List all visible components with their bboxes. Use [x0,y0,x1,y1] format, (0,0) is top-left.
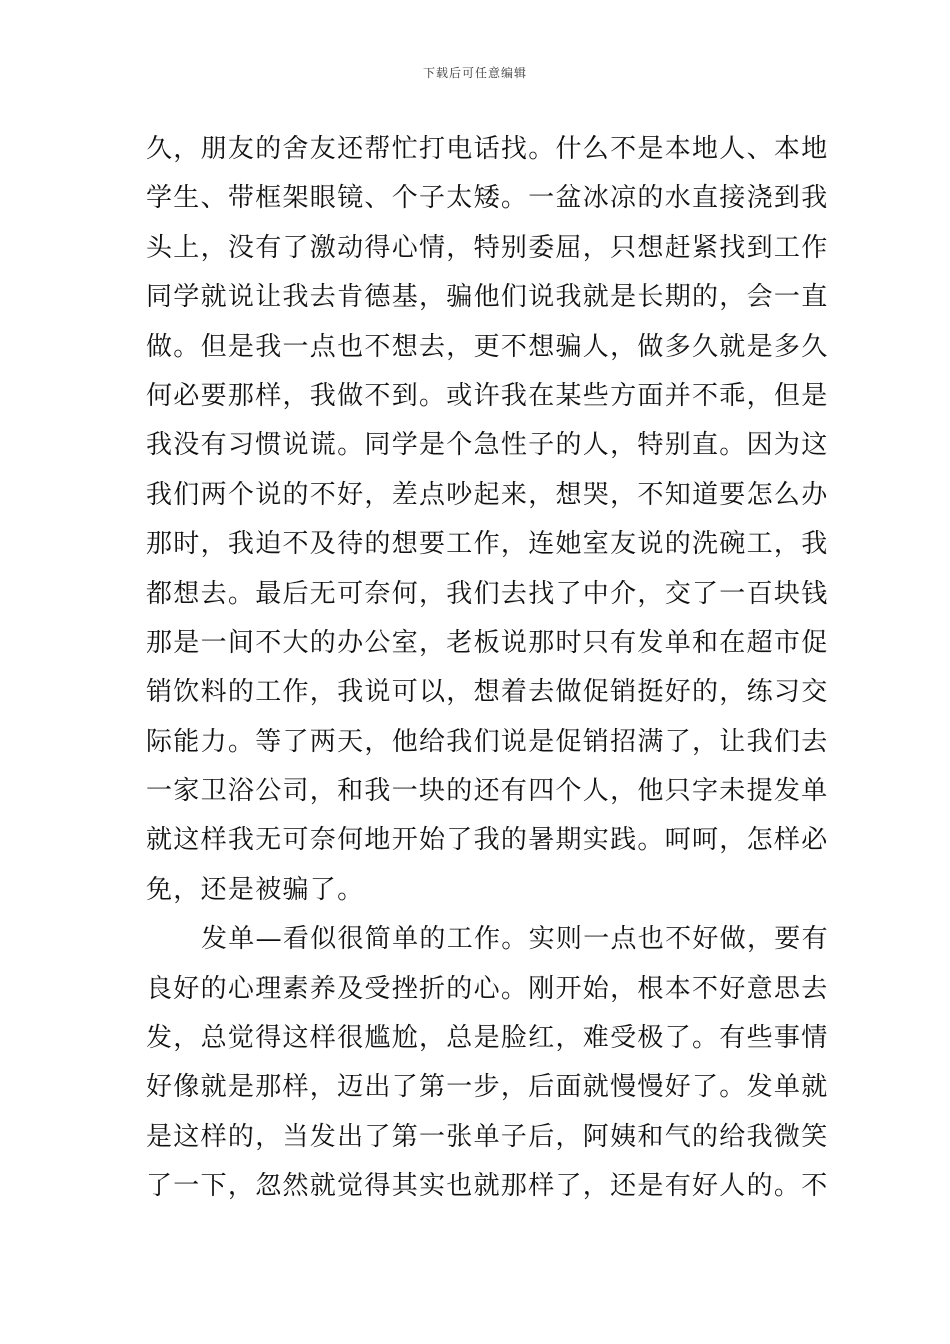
text-line: 了一下，忽然就觉得其实也就那样了，还是有好人的。不 [146,1171,829,1202]
paragraph-first-line: 发单—看似很简单的工作。实则一点也不好做，要有 [201,924,829,955]
text-line: 销饮料的工作，我说可以，想着去做促销挺好的，练习交 [146,677,829,708]
text-line: 好像就是那样，迈出了第一步，后面就慢慢好了。发单就 [146,1072,829,1103]
page-header: 下载后可任意编辑 [422,66,527,80]
text-line: 做。但是我一点也不想去，更不想骗人，做多久就是多久 [146,331,829,362]
text-line: 就这样我无可奈何地开始了我的暑期实践。呵呵，怎样必 [146,825,829,856]
text-line: 是这样的，当发出了第一张单子后，阿姨和气的给我微笑 [146,1121,829,1152]
text-line: 学生、带框架眼镜、个子太矮。一盆冰凉的水直接浇到我 [146,183,829,214]
text-line: 发，总觉得这样很尴尬，总是脸红，难受极了。有些事情 [146,1023,829,1054]
text-line: 我没有习惯说谎。同学是个急性子的人，特别直。因为这 [146,430,829,461]
text-line: 同学就说让我去肯德基，骗他们说我就是长期的，会一直 [146,282,829,313]
text-line: 何必要那样，我做不到。或许我在某些方面并不乖，但是 [146,380,829,411]
text-line: 免，还是被骗了。 [146,874,365,905]
text-line: 良好的心理素养及受挫折的心。刚开始，根本不好意思去 [146,973,829,1004]
text-line: 久，朋友的舍友还帮忙打电话找。什么不是本地人、本地 [146,134,829,164]
text-line: 头上，没有了激动得心情，特别委屈，只想赶紧找到工作 [146,232,829,263]
text-line: 际能力。等了两天，他给我们说是促销招满了，让我们去 [146,726,829,757]
document-body [146,125,829,1212]
text-line: 都想去。最后无可奈何，我们去找了中介，交了一百块钱 [146,578,829,609]
text-line: 一家卫浴公司，和我一块的还有四个人，他只字未提发单 [146,776,829,807]
text-line: 那时，我迫不及待的想要工作，连她室友说的洗碗工，我 [146,529,829,560]
text-line: 我们两个说的不好，差点吵起来，想哭，不知道要怎么办 [146,479,829,510]
text-line: 那是一间不大的办公室，老板说那时只有发单和在超市促 [146,627,829,658]
